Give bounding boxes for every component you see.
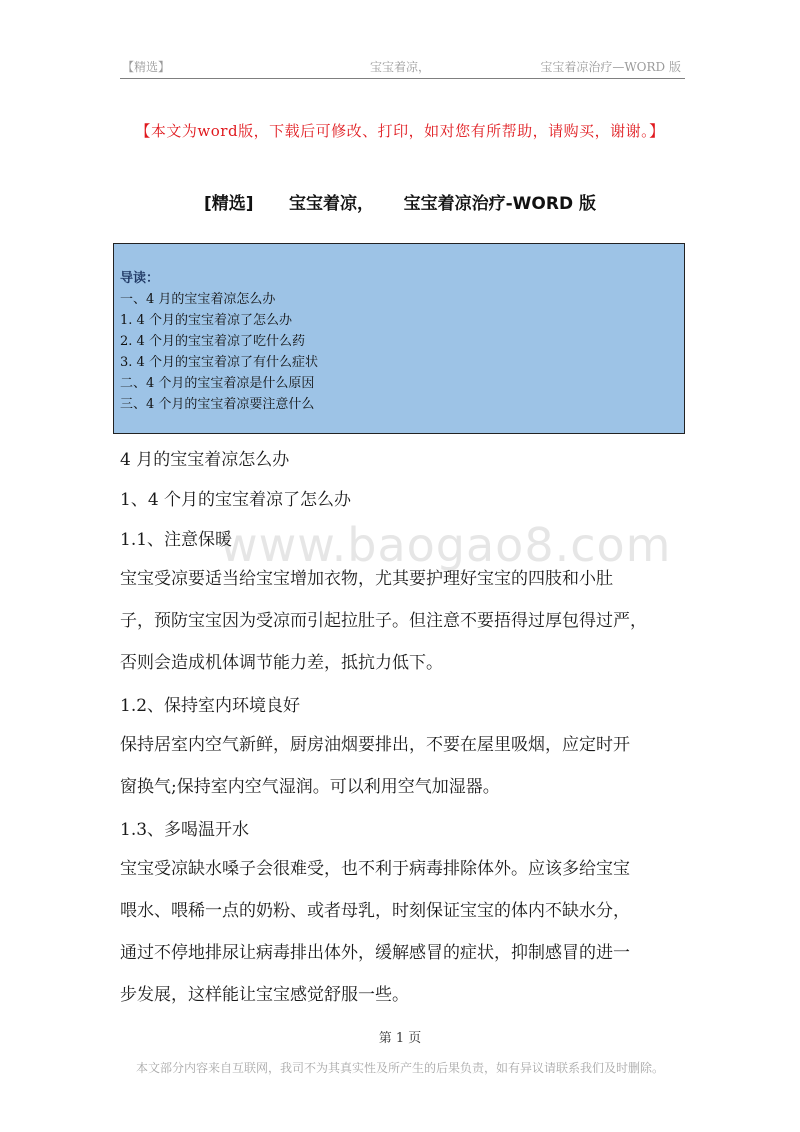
footer-disclaimer: 本文部分内容来自互联网，我司不为其真实性及所产生的后果负责，如有异议请联系我们及时删除。	[135, 1061, 664, 1075]
page-number: 第 1 页	[378, 1031, 422, 1046]
guide-box	[113, 243, 685, 434]
guide-item: 2. 4 个月的宝宝着凉了吃什么药	[120, 334, 305, 349]
header-center-text: 宝宝着凉，	[370, 60, 431, 74]
guide-item: 3. 4 个月的宝宝着凉了有什么症状	[120, 355, 318, 370]
paragraph-line: 喂水、喂稀一点的奶粉、或者母乳，时刻保证宝宝的体内不缺水分，	[120, 901, 630, 921]
point-title: 1.1、注意保暖	[120, 530, 233, 550]
paragraph-line: 步发展，这样能让宝宝感觉舒服一些。	[120, 985, 409, 1005]
paragraph-line: 通过不停地排尿让病毒排出体外，缓解感冒的症状，抑制感冒的进一	[120, 943, 630, 963]
paragraph-line: 窗换气;保持室内空气湿润。可以利用空气加湿器。	[120, 777, 500, 797]
point-title: 1.3、多喝温开水	[120, 820, 250, 840]
guide-item: 一、4 月的宝宝着凉怎么办	[120, 292, 276, 307]
guide-item: 1. 4 个月的宝宝着凉了怎么办	[120, 313, 292, 328]
paragraph-line: 子，预防宝宝因为受凉而引起拉肚子。但注意不要捂得过厚包得过严，	[120, 611, 647, 631]
article-body	[120, 442, 690, 1016]
guide-label: 导读：	[120, 271, 160, 286]
paragraph-line: 宝宝受凉要适当给宝宝增加衣物，尤其要护理好宝宝的四肢和小肚	[120, 569, 613, 589]
guide-item: 三、4 个月的宝宝着凉要注意什么	[120, 397, 315, 412]
header-left-text: 【精选】	[122, 60, 171, 74]
point-title: 1.2、保持室内环境良好	[120, 696, 301, 716]
guide-item: 二、4 个月的宝宝着凉是什么原因	[120, 376, 315, 391]
section-heading: 4 月的宝宝着凉怎么办	[120, 450, 290, 470]
paragraph-line: 宝宝受凉缺水嗓子会很难受，也不利于病毒排除体外。应该多给宝宝	[120, 859, 630, 879]
header-right-text: 宝宝着凉治疗—WORD 版	[540, 60, 681, 74]
paragraph-line: 否则会造成机体调节能力差，抵抗力低下。	[120, 653, 443, 673]
page-header	[120, 58, 685, 79]
download-notice: 【本文为word版，下载后可修改、打印，如对您有所帮助，请购买，谢谢。】	[135, 122, 665, 140]
subsection-heading: 1、4 个月的宝宝着凉了怎么办	[120, 490, 352, 510]
paragraph-line: 保持居室内空气新鲜，厨房油烟要排出，不要在屋里吸烟，应定时开	[120, 735, 630, 755]
document-title: [精选] 宝宝着凉， 宝宝着凉治疗-WORD 版	[203, 194, 597, 214]
watermark-text: www.baogao8.com	[220, 518, 672, 572]
